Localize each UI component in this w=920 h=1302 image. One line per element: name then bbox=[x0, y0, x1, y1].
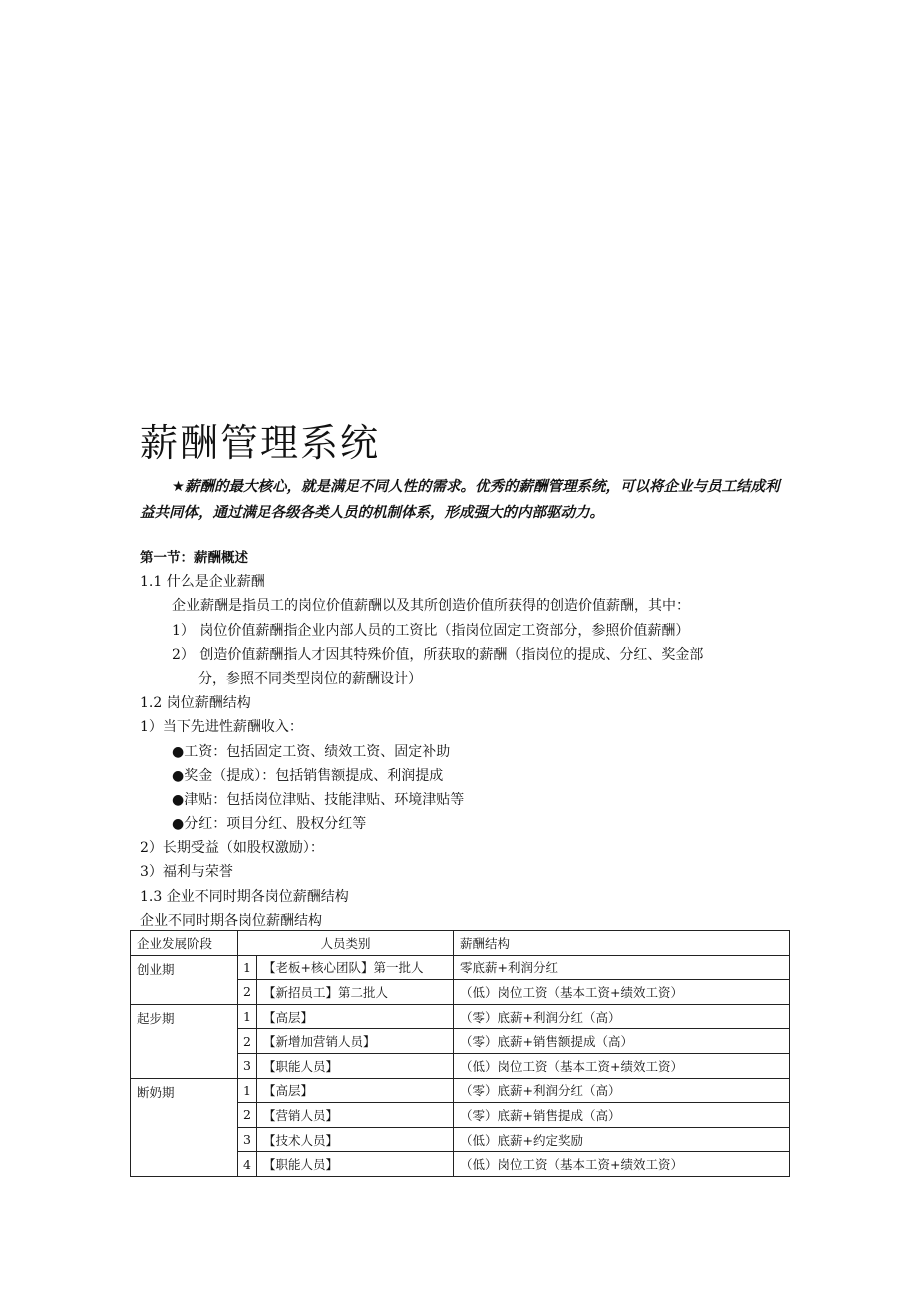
section-heading: 第一节：薪酬概述 bbox=[140, 550, 248, 566]
document-title: 薪酬管理系统 bbox=[140, 421, 381, 465]
list-item: 2） 创造价值薪酬指人才因其特殊价值，所获取的薪酬（指岗位的提成、分红、奖金部 bbox=[172, 646, 704, 663]
header-stage: 企业发展阶段 bbox=[131, 931, 238, 956]
pay-cell: （低）底薪+约定奖励 bbox=[454, 1127, 790, 1152]
header-pay: 薪酬结构 bbox=[454, 931, 790, 956]
people-cell: 【职能人员】 bbox=[257, 1053, 454, 1078]
bullet-item: ●工资：包括固定工资、绩效工资、固定补助 bbox=[172, 743, 451, 760]
row-number: 3 bbox=[238, 1127, 257, 1152]
stage-cell: 创业期 bbox=[131, 955, 238, 1004]
pay-cell: （零）底薪+利润分红（高） bbox=[454, 1004, 790, 1029]
list-item: 2）长期受益（如股权激励）： bbox=[140, 840, 324, 857]
list-item: 1） 岗位价值薪酬指企业内部人员的工资比（指岗位固定工资部分，参照价值薪酬） bbox=[172, 622, 690, 639]
row-number: 2 bbox=[238, 1029, 257, 1054]
row-number: 1 bbox=[238, 1078, 257, 1103]
people-cell: 【老板+核心团队】第一批人 bbox=[257, 955, 454, 980]
pay-cell: （零）底薪+销售提成（高） bbox=[454, 1103, 790, 1128]
bullet-item: ●津贴：包括岗位津贴、技能津贴、环境津贴等 bbox=[172, 791, 465, 808]
row-number: 2 bbox=[238, 980, 257, 1005]
salary-structure-table bbox=[130, 930, 790, 1177]
row-number: 3 bbox=[238, 1053, 257, 1078]
header-people: 人员类别 bbox=[238, 931, 454, 956]
table-header-row bbox=[131, 931, 790, 956]
pay-cell: 零底薪+利润分红 bbox=[454, 955, 790, 980]
bullet-item: ●分红：项目分红、股权分红等 bbox=[172, 816, 367, 833]
document-body bbox=[140, 546, 790, 933]
table-caption: 企业不同时期各岗位薪酬结构 bbox=[140, 912, 322, 929]
pay-cell: （低）岗位工资（基本工资+绩效工资） bbox=[454, 1053, 790, 1078]
paragraph: 企业薪酬是指员工的岗位价值薪酬以及其所创造价值所获得的创造价值薪酬，其中： bbox=[172, 598, 690, 615]
people-cell: 【高层】 bbox=[257, 1004, 454, 1029]
list-item: 3）福利与荣誉 bbox=[140, 864, 233, 881]
people-cell: 【新增加营销人员】 bbox=[257, 1029, 454, 1054]
row-number: 1 bbox=[238, 1004, 257, 1029]
people-cell: 【职能人员】 bbox=[257, 1152, 454, 1177]
subsection-heading: 1.3 企业不同时期各岗位薪酬结构 bbox=[140, 888, 349, 905]
row-number: 2 bbox=[238, 1103, 257, 1128]
stage-cell: 断奶期 bbox=[131, 1078, 238, 1176]
row-number: 1 bbox=[238, 955, 257, 980]
row-number: 4 bbox=[238, 1152, 257, 1177]
list-item: 1）当下先进性薪酬收入： bbox=[140, 719, 303, 736]
table-row bbox=[131, 1004, 790, 1029]
intro-paragraph: ★薪酬的最大核心，就是满足不同人性的需求。优秀的薪酬管理系统，可以将企业与员工结成利益共同体，通过满足各级各类人员的机制体系，形成强大的内部驱动力。 bbox=[140, 479, 780, 521]
pay-cell: （低）岗位工资（基本工资+绩效工资） bbox=[454, 1152, 790, 1177]
bullet-item: ●奖金（提成）：包括销售额提成、利润提成 bbox=[172, 767, 444, 784]
people-cell: 【高层】 bbox=[257, 1078, 454, 1103]
pay-cell: （零）底薪+利润分红（高） bbox=[454, 1078, 790, 1103]
pay-cell: （低）岗位工资（基本工资+绩效工资） bbox=[454, 980, 790, 1005]
people-cell: 【新招员工】第二批人 bbox=[257, 980, 454, 1005]
people-cell: 【技术人员】 bbox=[257, 1127, 454, 1152]
table-row bbox=[131, 1078, 790, 1103]
list-item-continuation: 分，参照不同类型岗位的薪酬设计） bbox=[198, 670, 422, 687]
subsection-heading: 1.2 岗位薪酬结构 bbox=[140, 695, 251, 712]
table-row bbox=[131, 955, 790, 980]
people-cell: 【营销人员】 bbox=[257, 1103, 454, 1128]
subsection-heading: 1.1 什么是企业薪酬 bbox=[140, 574, 265, 591]
stage-cell: 起步期 bbox=[131, 1004, 238, 1078]
pay-cell: （零）底薪+销售额提成（高） bbox=[454, 1029, 790, 1054]
